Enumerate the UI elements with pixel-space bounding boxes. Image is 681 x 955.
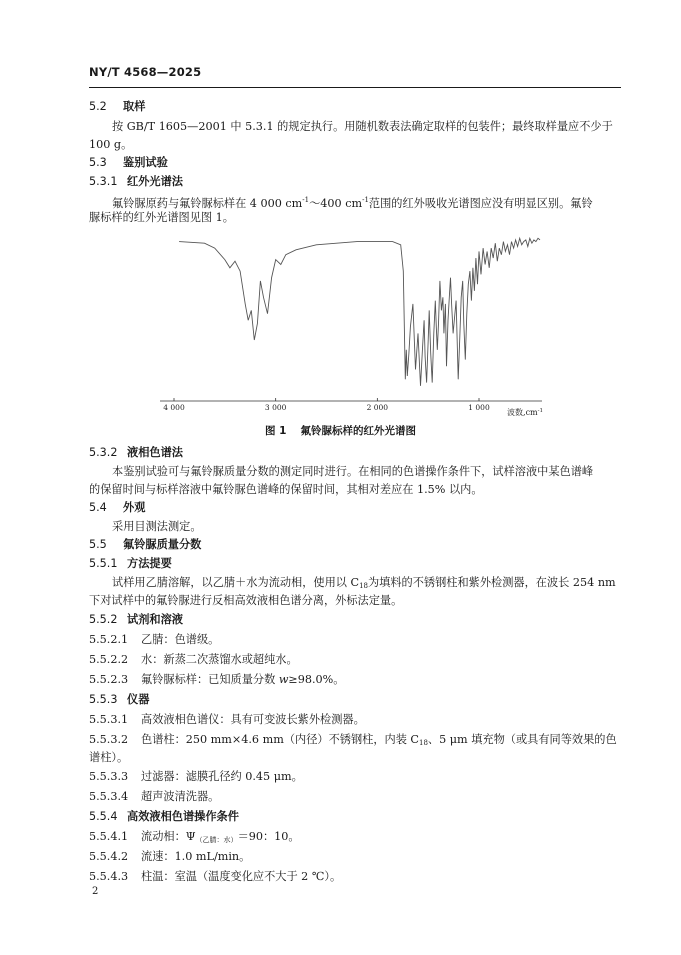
section-5-5-1-heading: 5.5.1 方法提要: [89, 557, 172, 570]
item-5-5-3-4: 5.5.3.4 超声波清洗器。: [89, 790, 220, 803]
item-5-5-2-2: 5.5.2.2 水：新蒸二次蒸馏水或超纯水。: [89, 653, 298, 666]
section-5-3-2-para-line2: 的保留时间与标样溶液中氟铃脲色谱峰的保留时间，其相对差应在 1.5% 以内。: [89, 483, 483, 496]
section-5-3-1-para-line1: 氟铃脲原药与氟铃脲标样在 4 000 $cm^{-1}\sim 400$ $cm^{-1}$范围的红外吸收光谱图应没有明显区别。氟铃: [112, 196, 593, 210]
item-5-5-4-3: 5.5.4.3 柱温：室温（温度变化应不大于 2 ℃）。: [89, 870, 342, 883]
ir-spectrum-chart: [160, 229, 548, 421]
header-rule: [89, 87, 621, 88]
section-5-2-para-line1: 按 GB/T 1605—2001 中 5.3.1 的规定执行。用随机数表法确定取样的包装件；最终取样量应不少于: [112, 120, 613, 133]
section-5-4-para: 采用目测法测定。: [112, 520, 202, 533]
item-5-5-2-3: 5.5.2.3 氟铃脲标样：已知质量分数 w≥98.0%。: [89, 673, 345, 686]
item-5-5-3-2: 5.5.3.2 色谱柱：250 mm×4.6 mm（内径）不锈钢柱，内装 $C_{18}$、5 μm 填充物（或具有同等效果的色: [89, 733, 617, 747]
section-5-3-1-heading: 5.3.1 红外光谱法: [89, 175, 183, 188]
section-5-5-4-heading: 5.5.4 高效液相色谱操作条件: [89, 810, 239, 823]
section-5-2-para-line2: 100 g。: [89, 138, 133, 151]
document-code: NY/T 4568—2025: [89, 65, 202, 79]
x-axis-ticks: [163, 398, 490, 412]
section-5-3-heading: 5.3 鉴别试验: [89, 156, 168, 169]
section-5-3-1-para-line2: 脲标样的红外光谱图见图 1。: [89, 211, 234, 224]
item-5-5-4-2: 5.5.4.2 流速：1.0 mL/min。: [89, 850, 251, 863]
spectrum-line: [179, 238, 540, 386]
item-5-5-2-1: 5.5.2.1 乙腈：色谱级。: [89, 633, 220, 646]
figure-caption-text: 氟铃脲标样的红外光谱图: [300, 425, 416, 437]
section-5-2-heading: 5.2 取样: [89, 100, 146, 113]
section-5-5-3-heading: 5.5.3 仪器: [89, 693, 150, 706]
figure-label: 图 1: [265, 425, 287, 437]
item-5-5-3-3: 5.5.3.3 过滤器：滤膜孔径约 0.45 μm。: [89, 770, 303, 783]
section-5-5-2-heading: 5.5.2 试剂和溶液: [89, 613, 183, 626]
page-number: 2: [92, 886, 99, 897]
figure-1-caption: [0, 423, 681, 438]
x-tick-label: 1 000: [468, 403, 490, 412]
x-tick-label: 2 000: [366, 403, 389, 412]
section-5-4-heading: 5.4 外观: [89, 501, 146, 514]
section-5-5-heading: 5.5 氟铃脲质量分数: [89, 538, 202, 551]
x-tick-label: 4 000: [163, 403, 185, 412]
item-5-5-4-1: 5.5.4.1 流动相：$\Psi_{(乙腈:水)}=90$：10。: [89, 830, 300, 844]
item-5-5-3-1: 5.5.3.1 高效液相色谱仪：具有可变波长紫外检测器。: [89, 713, 365, 726]
x-tick-label: 3 000: [264, 403, 287, 412]
section-5-5-1-para-line1: 试样用乙腈溶解，以乙腈＋水为流动相，使用以 $C_{18}$为填料的不锈钢柱和紫外检测器，在波长 254 nm: [112, 576, 616, 590]
section-5-3-2-heading: 5.3.2 液相色谱法: [89, 446, 183, 459]
item-5-5-3-2-cont: 谱柱）。: [89, 751, 129, 764]
x-axis-label: 波数$,cm^{-1}$: [507, 408, 543, 417]
section-5-3-2-para-line1: 本鉴别试验可与氟铃脲质量分数的测定同时进行。在相同的色谱操作条件下，试样溶液中某色谱峰: [112, 465, 594, 478]
section-5-5-1-para-line2: 下对试样中的氟铃脲进行反相高效液相色谱分离，外标法定量。: [89, 594, 403, 607]
